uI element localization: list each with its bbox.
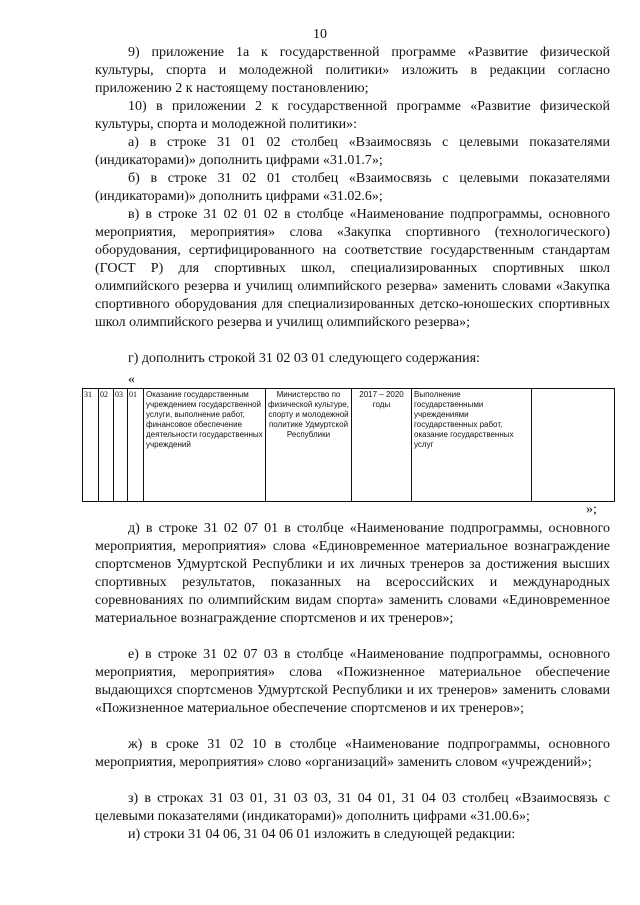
paragraph-10: 10) в приложении 2 к государственной программе «Развитие физической культуры, спорта и молодежной политики»:	[95, 99, 610, 132]
table-row	[83, 389, 615, 502]
quote-open: «	[128, 372, 135, 387]
paragraph-a: а) в строке 31 01 02 столбец «Взаимосвязь с целевыми показателями (индикаторами)» дополнить цифрами «31.01.7»;	[95, 135, 610, 168]
name-cell: Оказание государственным учреждением государственной услуги, выполнение работ, финансовое обеспечение деятельности государственных учреждений	[144, 389, 266, 502]
code-cell: 31	[83, 389, 99, 502]
executor-cell: Министерство по физической культуре, спорту и молодежной политике Удмуртской Республики	[266, 389, 352, 502]
paragraph-g: г) дополнить строкой 31 02 03 01 следующего содержания:	[128, 351, 480, 366]
paragraph-v: в) в строке 31 02 01 02 в столбце «Наименование подпрограммы, основного мероприятия, мероприятия» слова «Закупка спортивного (технологического) оборудования, сертифицированного на соответствие государственным стандартам (ГОСТ Р) для спортивных школ, специализированных спортивных школ олимпийского резерва и училищ олимпийского резерва» заменить словами «Закупка спортивного оборудования для специализированных детско-юношеских спортивных школ олимпийского резерва и училищ олимпийского резерва»;	[95, 207, 610, 330]
quote-close: »;	[586, 502, 597, 517]
paragraph-9: 9) приложение 1а к государственной программе «Развитие физической культуры, спорта и молодежной политики» изложить в редакции согласно приложению 2 к настоящему постановлению;	[95, 45, 610, 96]
paragraph-i: и) строки 31 04 06, 31 04 06 01 изложить в следующей редакции:	[128, 827, 516, 842]
result-cell: Выполнение государственными учреждениями государственных работ, оказание государственных услуг	[412, 389, 532, 502]
paragraph-zh: ж) в сроке 31 02 10 в столбце «Наименование подпрограммы, основного мероприятия, мероприятия» слово «организаций» заменить словом «учреждений»;	[95, 737, 610, 770]
added-row-table	[82, 388, 615, 502]
paragraph-d: д) в строке 31 02 07 01 в столбце «Наименование подпрограммы, основного мероприятия, мероприятия» слова «Единовременное материальное вознаграждение спортсменов Удмуртской Республики и их личных тренеров за достижения высших спортивных результатов, показанных на всероссийских и международных соревнованиях по олимпийским видам спорта» заменить словами «Единовременное материальное вознаграждение спортсменов и их тренеров»;	[95, 521, 610, 626]
period-cell: 2017 – 2020 годы	[352, 389, 412, 502]
paragraph-z: з) в строках 31 03 01, 31 03 03, 31 04 01, 31 04 03 столбец «Взаимосвязь с целевыми показателями (индикаторами)» дополнить цифрами «31.00.6»;	[95, 791, 610, 824]
page-number: 10	[313, 27, 327, 42]
indicators-cell	[532, 389, 615, 502]
code-cell: 02	[99, 389, 114, 502]
code-cell: 03	[114, 389, 128, 502]
code-cell: 01	[128, 389, 144, 502]
paragraph-e: е) в строке 31 02 07 03 в столбце «Наименование подпрограммы, основного мероприятия, мероприятия» слова «Пожизненное материальное обеспечение выдающихся спортсменов Удмуртской Республики и их тренеров» заменить словами «Пожизненное материальное обеспечение спортсменов и их тренеров»;	[95, 647, 610, 716]
paragraph-b: б) в строке 31 02 01 столбец «Взаимосвязь с целевыми показателями (индикаторами)» дополнить цифрами «31.02.6»;	[95, 171, 610, 204]
